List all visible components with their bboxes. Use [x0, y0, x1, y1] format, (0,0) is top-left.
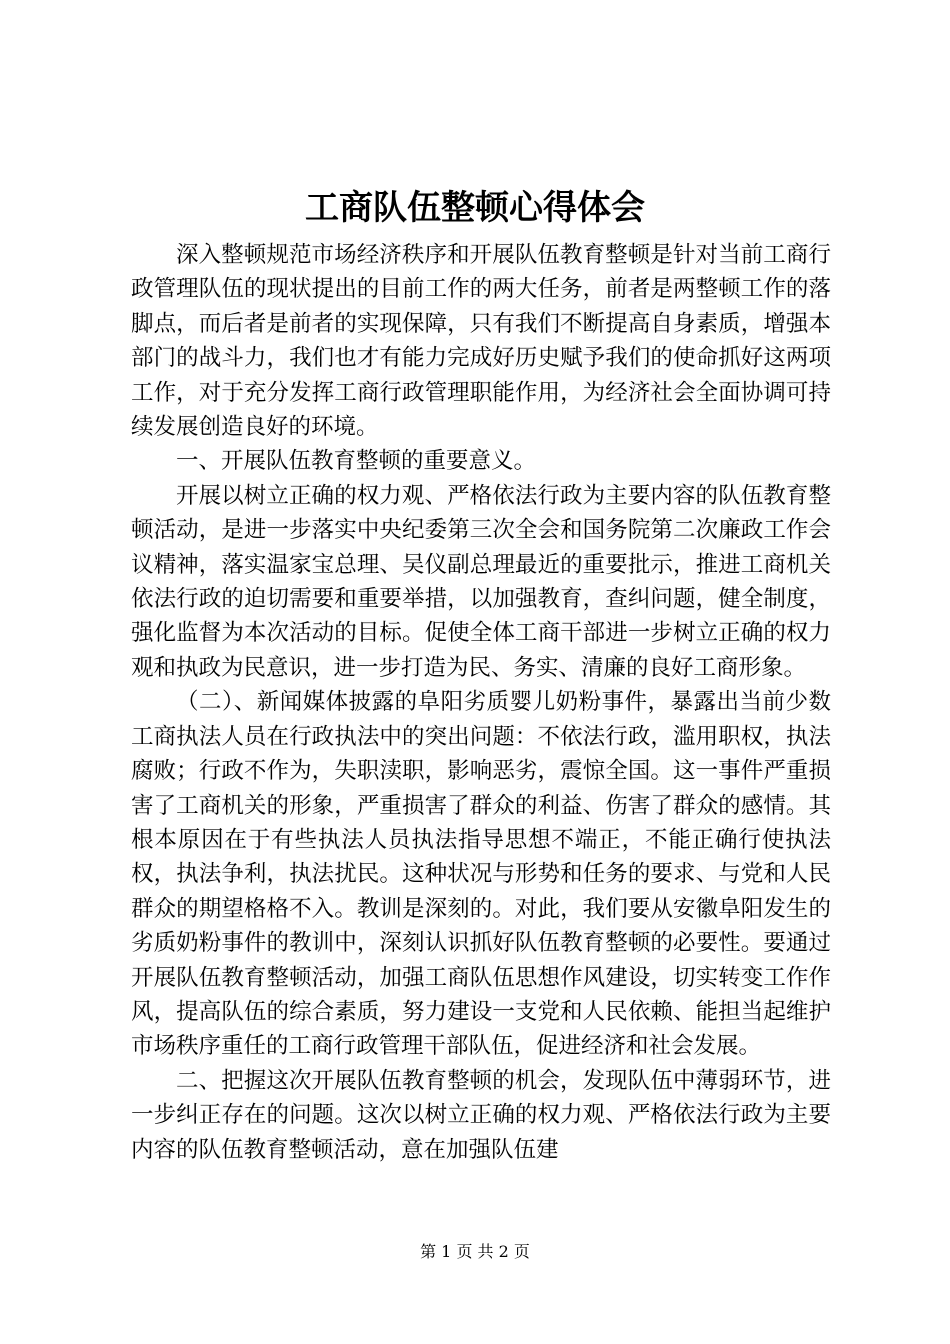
document-body	[131, 238, 831, 1167]
section-heading-1: 一、开展队伍教育整顿的重要意义。	[176, 448, 537, 475]
document-title: 工商队伍整顿心得体会	[305, 188, 645, 228]
page-footer: 第 1 页 共 2 页	[420, 1242, 530, 1261]
paragraph-section-1: 开展以树立正确的权力观、严格依法行政为主要内容的队伍教育整顿活动，是进一步落实中央纪委第三次全会和国务院第二次廉政工作会议精神，落实温家宝总理、吴仪副总理最近的重要批示，推进工商机关依法行政的迫切需要和重要举措，以加强教育，查纠问题，健全制度，强化监督为本次活动的目标。促使全体工商干部进一步树立正确的权力观和执政为民意识，进一步打造为民、务实、清廉的良好工商形象。	[131, 482, 831, 681]
paragraph-intro: 深入整顿规范市场经济秩序和开展队伍教育整顿是针对当前工商行政管理队伍的现状提出的目前工作的两大任务，前者是两整顿工作的落脚点，而后者是前者的实现保障，只有我们不断提高自身素质，增强本部门的战斗力，我们也才有能力完成好历史赋予我们的使命抓好这两项工作，对于充分发挥工商行政管理职能作用，为经济社会全面协调可持续发展创造良好的环境。	[131, 242, 831, 441]
paragraph-section-2: 二、把握这次开展队伍教育整顿的机会，发现队伍中薄弱环节，进一步纠正存在的问题。这次以树立正确的权力观、严格依法行政为主要内容的队伍教育整顿活动，意在加强队伍建	[131, 1067, 831, 1163]
paragraph-subsection-2: （二）、新闻媒体披露的阜阳劣质婴儿奶粉事件，暴露出当前少数工商执法人员在行政执法中的突出问题：不依法行政，滥用职权，执法腐败；行政不作为，失职渎职，影响恶劣，震惊全国。这一事件严重损害了工商机关的形象，严重损害了群众的利益、伤害了群众的感情。其根本原因在于有些执法人员执法指导思想不端正，不能正确行使执法权，执法争利，执法扰民。这种状况与形势和任务的要求、与党和人民群众的期望格格不入。教训是深刻的。对此，我们要从安徽阜阳发生的劣质奶粉事件的教训中，深刻认识抓好队伍教育整顿的必要性。要通过开展队伍教育整顿活动，加强工商队伍思想作风建设，切实转变工作作风，提高队伍的综合素质，努力建设一支党和人民依赖、能担当起维护市场秩序重任的工商行政管理干部队伍，促进经济和社会发展。	[131, 689, 831, 1060]
